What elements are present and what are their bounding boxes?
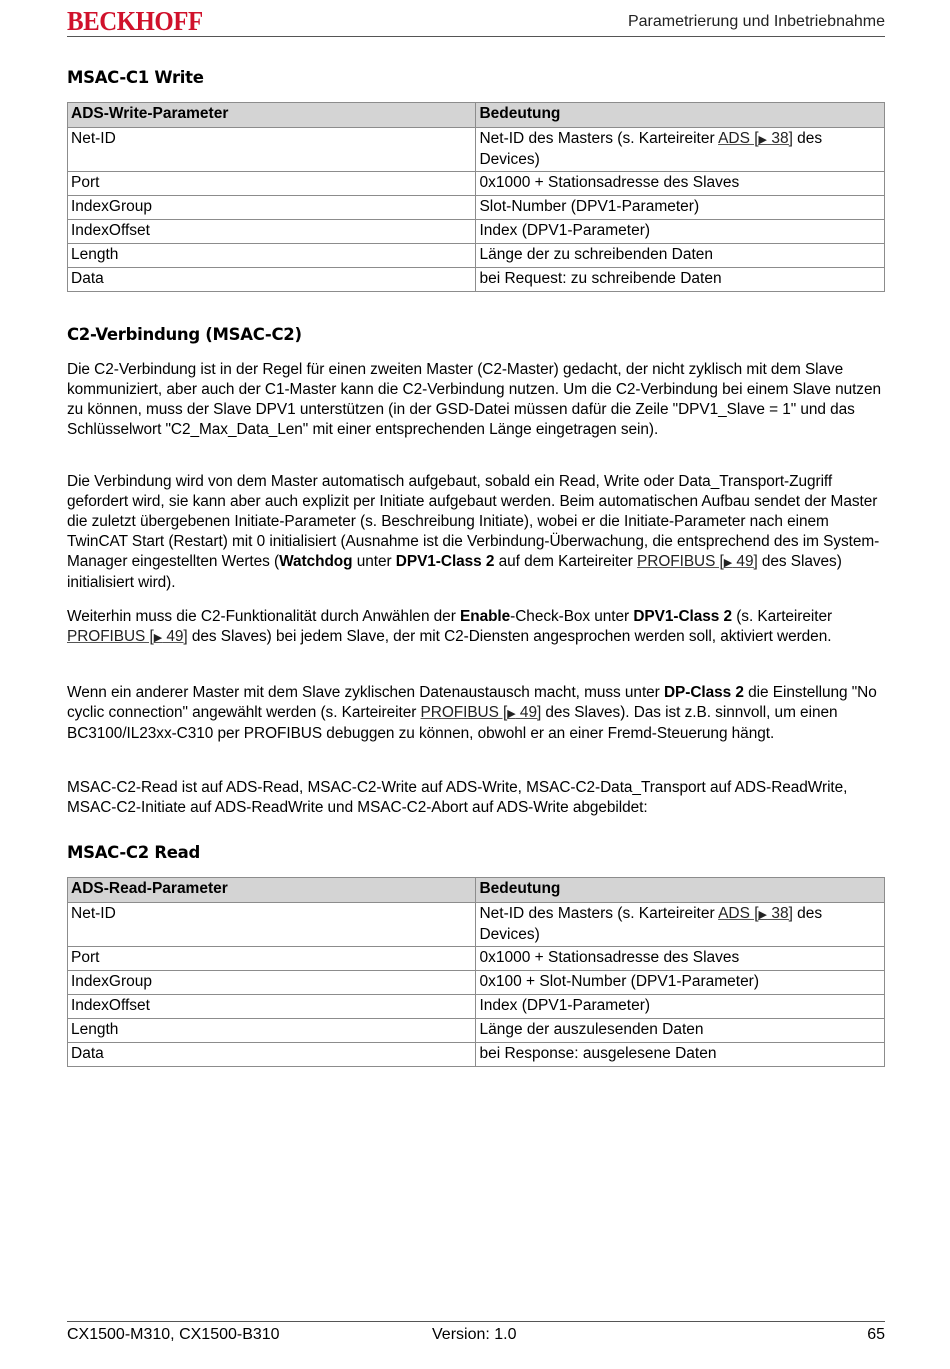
footer-page-number: 65 [867,1326,885,1343]
cell-meaning [476,128,885,172]
table-row [68,128,885,172]
table-row [68,172,885,196]
table-header-row [68,103,885,128]
cell-meaning: Slot-Number (DPV1-Parameter) [476,196,885,220]
cell-param: Length [68,244,476,268]
paragraph-c2-dp-class [67,683,887,744]
triangle-right-icon: ▶ [758,134,768,146]
text: Wenn ein anderer Master mit dem Slave zyklischen Datenaustausch macht, muss unter [67,684,664,701]
link-page: 49] [515,704,542,721]
bold-text: DP-Class 2 [663,684,744,701]
link-label: PROFIBUS [ [420,704,508,721]
cell-meaning-text: Net-ID des Masters (s. Karteireiter [479,905,719,922]
text: Weiterhin muss die C2-Funktionalität durch Anwählen der [67,608,460,625]
text: -Check-Box unter [510,608,634,625]
link-label: PROFIBUS [ [67,628,154,645]
paragraph-c2-enable [67,607,887,648]
link-page: 38] [767,905,793,922]
heading-msac-c1-write: MSAC-C1 Write [67,68,204,87]
cell-meaning: 0x1000 + Stationsadresse des Slaves [476,947,885,971]
link-page: 49] [162,628,188,645]
profibus-link[interactable] [67,628,188,645]
ads-link[interactable] [718,130,793,147]
cell-meaning: Index (DPV1-Parameter) [476,995,885,1019]
text: Die Verbindung wird von dem Master automatisch aufgebaut, sobald ein Read, Write oder Data_Transport-Zugriff gefordert wird, sie kann aber auch explizit per Initiate aufgebaut werden. Beim automatischen Aufbau sendet der Master die zuletzt übergebenen Initiate-Parameter (s. Beschreibung Initiate), wobei er die Initiate-Parameter nach einem TwinCAT Start (Restart) mit 0 initialisiert (Ausnahme ist die Verbindung-Überwachung, die entsprechend des im System-Manager eingestellten Wertes ( [67,473,880,570]
text: des Slaves) bei jedem Slave, der mit C2-Diensten angesprochen werden soll, aktiviert werden. [187,628,832,645]
profibus-link[interactable] [637,553,758,570]
table-row [68,1043,885,1067]
ads-link[interactable] [718,905,793,922]
text: des Slaves) initialisiert wird). [67,553,842,591]
cell-meaning-text: des Devices) [479,130,823,168]
header-divider [67,36,885,37]
triangle-right-icon: ▶ [723,557,733,569]
cell-param: Port [68,172,476,196]
column-header-parameter: ADS-Read-Parameter [68,878,476,903]
table-row [68,1019,885,1043]
cell-param: Length [68,1019,476,1043]
table-row [68,947,885,971]
text: die Einstellung "No cyclic connection" angewählt werden (s. Karteireiter [67,684,877,721]
link-label: ADS [ [718,905,759,922]
footer-divider [67,1321,885,1322]
cell-param: IndexGroup [68,196,476,220]
triangle-right-icon: ▶ [153,632,163,644]
cell-param: IndexOffset [68,220,476,244]
text: des Slaves). Das ist z.B. sinnvoll, um einen BC3100/IL23xx-C310 per PROFIBUS debuggen zu können, obwohl er an einer Fremd-Steuerung hängt. [67,704,838,742]
footer-product: CX1500-M310, CX1500-B310 [67,1326,280,1343]
cell-param: Net-ID [68,903,476,947]
paragraph-c2-intro: Die C2-Verbindung ist in der Regel für einen zweiten Master (C2-Master) gedacht, der nicht zyklisch mit dem Slave kommuniziert, aber auch der C1-Master kann die C2-Verbindung nutzen. Um die C2-Verbindung bei einem Slave nutzen zu können, muss der Slave DPV1 unterstützen (in der GSD-Datei müssen dafür die Zeile "DPV1_Slave = 1" und das Schlüsselwort "C2_Max_Data_Len" mit einer entsprechenden Länge eingetragen sein). [67,361,881,438]
table-row [68,903,885,947]
table-row [68,220,885,244]
text: unter [352,553,396,570]
cell-param: Net-ID [68,128,476,172]
paragraph-c2-connection [67,472,887,593]
cell-meaning: bei Request: zu schreibende Daten [476,268,885,292]
table-row [68,971,885,995]
cell-meaning: Länge der auszulesenden Daten [476,1019,885,1043]
triangle-right-icon: ▶ [758,909,768,921]
footer-version: Version: 1.0 [432,1326,517,1343]
link-page: 38] [767,130,793,147]
text: auf dem Karteireiter [494,553,638,570]
paragraph-c2-mapping: MSAC-C2-Read ist auf ADS-Read, MSAC-C2-Write auf ADS-Write, MSAC-C2-Data_Transport auf ADS-ReadWrite, MSAC-C2-Initiate auf ADS-ReadWrite und MSAC-C2-Abort auf ADS-Write abgebildet: [67,779,848,816]
text: (s. Karteireiter [732,608,833,625]
table-msac-c2-read [67,877,885,1067]
cell-meaning: Index (DPV1-Parameter) [476,220,885,244]
cell-meaning-text: des Devices) [479,905,823,943]
bold-text: Watchdog [279,553,353,570]
cell-meaning-text: Net-ID des Masters (s. Karteireiter [479,130,719,147]
triangle-right-icon: ▶ [507,708,516,720]
table-row [68,244,885,268]
cell-meaning: 0x1000 + Stationsadresse des Slaves [476,172,885,196]
beckhoff-logo: BECKHOFF [67,6,203,36]
cell-param: Port [68,947,476,971]
cell-meaning: bei Response: ausgelesene Daten [476,1043,885,1067]
header-title: Parametrierung und Inbetriebnahme [627,13,885,30]
cell-meaning: 0x100 + Slot-Number (DPV1-Parameter) [476,971,885,995]
table-msac-c1-write [67,102,885,292]
column-header-meaning: Bedeutung [476,878,885,903]
bold-text: Enable [460,608,511,625]
cell-meaning: Länge der zu schreibenden Daten [476,244,885,268]
table-row [68,268,885,292]
table-row [68,196,885,220]
bold-text: DPV1-Class 2 [395,553,495,570]
cell-param: IndexGroup [68,971,476,995]
link-label: ADS [ [718,130,759,147]
link-label: PROFIBUS [ [637,553,724,570]
cell-param: IndexOffset [68,995,476,1019]
heading-c2-verbindung: C2-Verbindung (MSAC-C2) [67,325,302,344]
cell-param: Data [68,1043,476,1067]
table-header-row [68,878,885,903]
column-header-parameter: ADS-Write-Parameter [68,103,476,128]
bold-text: DPV1-Class 2 [633,608,732,625]
heading-msac-c2-read: MSAC-C2 Read [67,843,200,862]
table-row [68,995,885,1019]
link-page: 49] [732,553,758,570]
cell-meaning [476,903,885,947]
profibus-link[interactable] [421,704,542,721]
column-header-meaning: Bedeutung [476,103,885,128]
cell-param: Data [68,268,476,292]
